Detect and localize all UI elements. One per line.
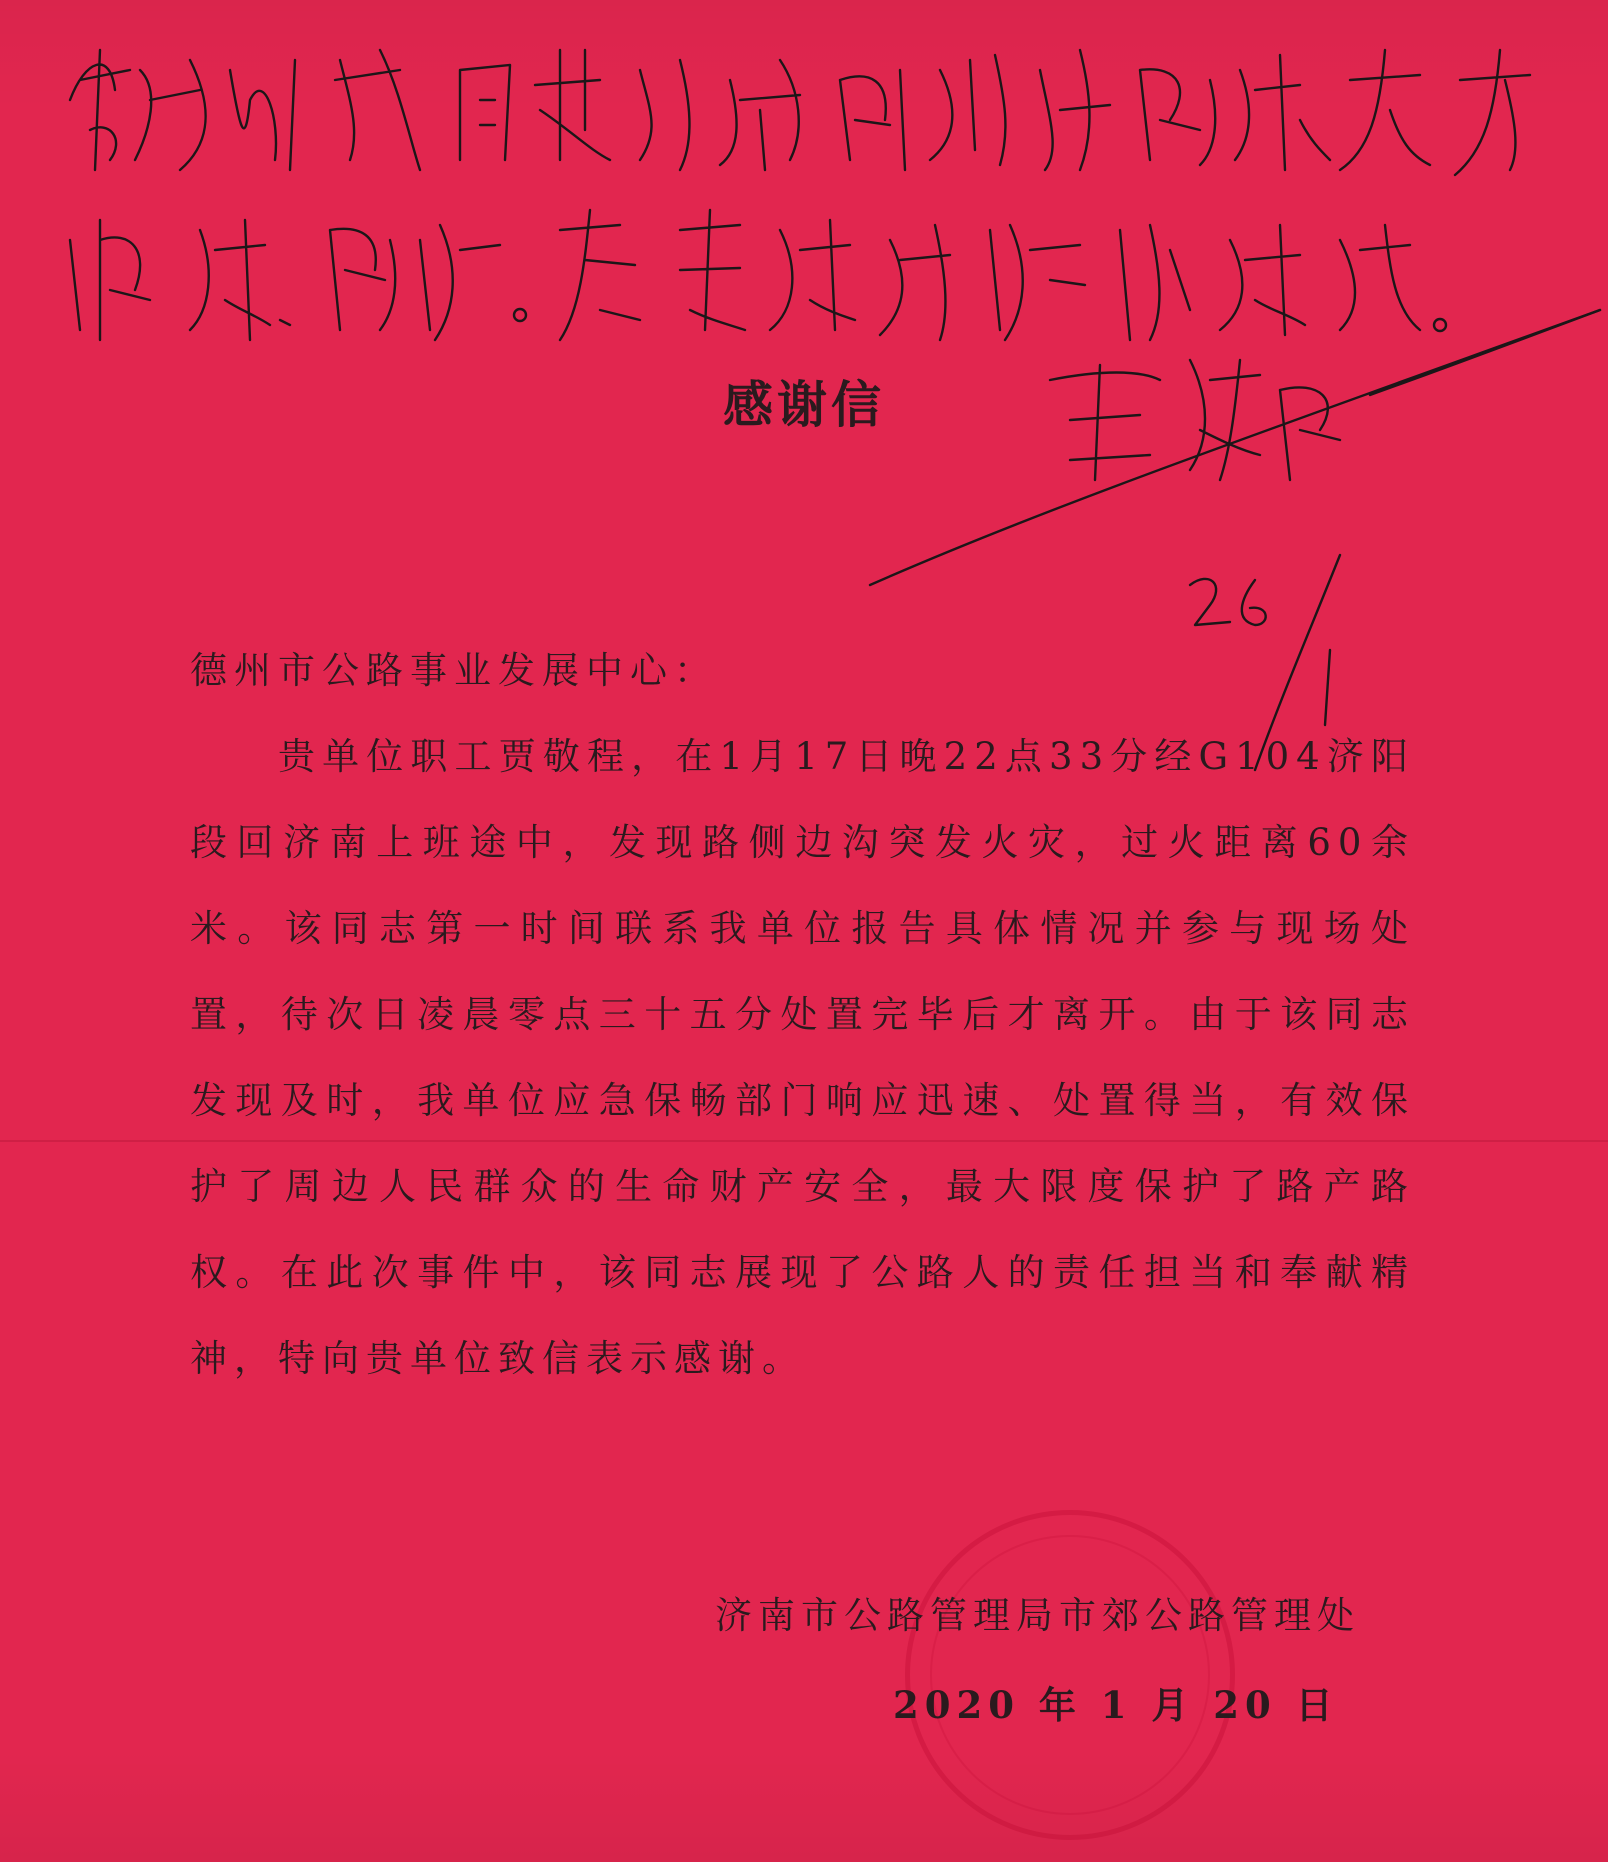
handwritten-line-1 [70,50,1530,175]
handwritten-note [40,10,1600,650]
letter-sender: 济南市公路管理局市郊公路管理处 [715,1594,1360,1637]
letter-salutation: 德州市公路事业发展中心： [190,649,718,692]
letter-date: 2020 年 1 月 20 日 [893,1683,1339,1727]
letter-title: 感谢信 [723,376,885,434]
handwritten-signature [870,310,1600,585]
handwritten-line-2 [70,210,1446,340]
letter-body [190,628,1415,1402]
letter-paragraph: 贵单位职工贾敬程，在1月17日晚22点33分经G104济阳段回济南上班途中，发现路侧边沟突发火灾，过火距离60余米。该同志第一时间联系我单位报告具体情况并参与现场处置，待次日凌晨零点三十五分处置完毕后才离开。由于该同志发现及时，我单位应急保畅部门响应迅速、处置得当，有效保护了周边人民群众的生命财产安全，最大限度保护了路产路权。在此次事件中，该同志展现了公路人的责任担当和奉献精神，特向贵单位致信表示感谢。 [190,735,1415,1380]
